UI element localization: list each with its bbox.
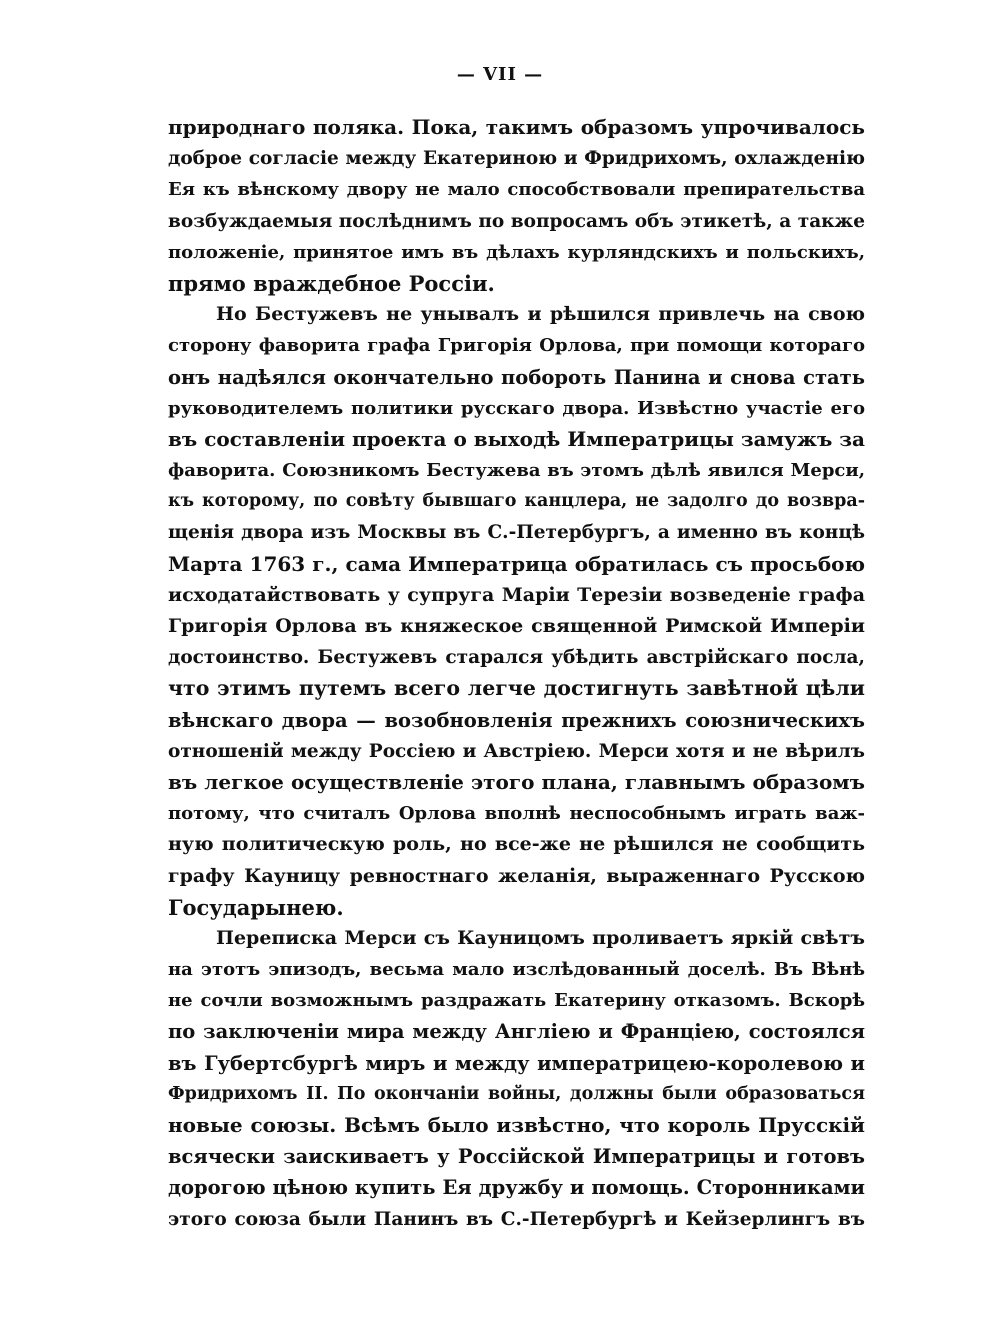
text-line: ную политическую роль, но все-же не рѣшился не сообщить [168,833,865,856]
text-line: Фридрихомъ II. По окончаніи войны, должны были образоваться [168,1083,865,1104]
text-line: Ея къ вѣнскому двору не мало способствовали препирательства [168,179,865,201]
text-line: Государынею. [168,894,344,920]
text-line: въ легкое осуществленіе этого плана, главнымъ образомъ [168,769,865,794]
text-line: графу Кауницу ревностнаго желанія, выраженнаго Русскою [168,864,865,887]
text-line: доброе согласіе между Екатериною и Фридрихомъ, охлажденію [168,148,865,170]
text-line: возбуждаемыя послѣднимъ по вопросамъ объ этикетѣ, а также [168,210,865,232]
text-line: достоинство. Бестужевъ старался убѣдить австрійскаго посла, [168,647,865,669]
text-line: Переписка Мерси съ Кауницомъ проливаетъ яркій свѣтъ [216,926,865,949]
text-line: онъ надѣялся окончательно побороть Панина и снова стать [168,365,865,389]
text-line: вѣнскаго двора — возобновленія прежнихъ союзническихъ [168,708,865,732]
text-line: по заключеніи мира между Англіею и Франціею, состоялся [168,1020,865,1044]
text-line: положеніе, принятое имъ въ дѣлахъ курляндскихъ и польскихъ, [168,241,865,263]
text-line: потому, что считалъ Орлова вполнѣ неспособнымъ играть важ- [168,803,865,825]
body-text [168,112,865,1235]
text-line: дорогою цѣною купить Ея дружбу и помощь. Сторонниками [168,1176,865,1200]
text-line: Но Бестужевъ не унывалъ и рѣшился привлечь на свою [216,303,865,326]
text-line: на этотъ эпизодъ, весьма мало изслѣдованный доселѣ. Въ Вѣнѣ [168,959,865,981]
text-line: прямо враждебное Россіи. [168,270,495,296]
text-line: сторону фаворита графа Григорія Орлова, при помощи котораго [168,335,865,357]
text-line: всячески заискиваетъ у Россійской Императрицы и готовъ [168,1145,865,1169]
text-line: къ которому, по совѣту бывшаго канцлера, не задолго до возвра- [168,491,865,512]
page-number: — VII — [456,64,544,85]
text-line: въ составленіи проекта о выходѣ Императрицы замужъ за [168,426,865,451]
text-line: не сочли возможнымъ раздражать Екатерину отказомъ. Вскорѣ [168,990,865,1012]
text-line: отношеній между Россіею и Австріею. Мерси хотя и не вѣрилъ [168,740,865,762]
text-line: руководителемъ политики русскаго двора. Извѣстно участіе его [168,397,865,419]
text-line: Марта 1763 г., сама Императрица обратилась съ просьбою [168,551,865,576]
text-line: исходатайствовать у супруга Маріи Терезіи возведеніе графа [168,583,865,606]
text-line: природнаго поляка. Пока, такимъ образомъ упрочивалось [168,115,865,139]
text-line: Григорія Орлова въ княжеское священной Римской Имперіи [168,615,865,637]
text-line: щенія двора изъ Москвы въ С.-Петербургъ, а именно въ концѣ [168,522,865,544]
text-line: въ Губертсбургѣ миръ и между императрицею-королевою и [168,1051,865,1075]
text-line: новые союзы. Всѣмъ было извѣстно, что король Прусскій [168,1113,865,1137]
text-line: что этимъ путемъ всего легче достигнуть завѣтной цѣли [168,676,865,701]
text-line: этого союза были Панинъ въ С.-Петербургѣ и Кейзерлингъ въ [168,1208,865,1230]
text-line: фаворита. Союзникомъ Бестужева въ этомъ дѣлѣ явился Мерси, [168,460,865,482]
